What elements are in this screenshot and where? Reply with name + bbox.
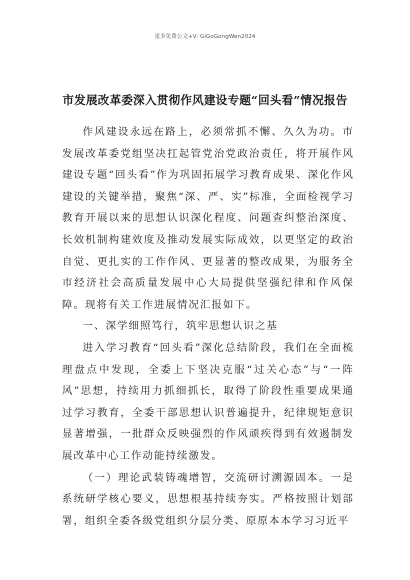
intro-paragraph: 作风建设永远在路上，必须常抓不懈、久久为功。市发展改革委党组坚决扛起管党治党政治责任，将开展作风建设专题“回头看”作为巩固拓展学习教育成果、深化作风建设的关键举措，聚焦“深、严、实”标准，全面检视学习教育开展以来的思想认识深化程度、问题查纠整治深度、长效机制构建效度及推动发展实际成效，以更坚定的政治自觉、更扎实的工作作风、更显著的整改成果，为服务全市经济社会高质量发展中心大局提供坚强纪律和作风保障。现将有关工作进展情况汇报如下。 (62, 126, 354, 311)
subsection-paragraph: （一）理论武装铸魂增智，交流研讨溯源固本。一是系统研学核心要义，思想根基持续夯实。严格按照计划部署，组织全委各级党组织分层分类、原原本本学习习近平 (62, 471, 354, 527)
document-body (62, 122, 354, 532)
section-heading: 一、深学细照笃行，筑牢思想认识之基 (82, 320, 279, 333)
watermark-header: 更多免费公文+V: GiGoGongWen2024 (154, 34, 256, 40)
body-paragraph: 进入学习教育“回头看”深化总结阶段，我们在全面梳理盘点中发现，全委上下坚决克服“过关心态”与“一阵风”思想，持续用力抓细抓长，取得了阶段性重要成果通过学习教育，全委干部思想认识普遍提升，纪律规矩意识显著增强，一批群众反映强烈的作风顽疾得到有效遏制发展改革中心工作动能持续激发。 (62, 341, 354, 462)
document-title: 市发展改革委深入贯彻作风建设专题“回头看”情况报告 (62, 93, 348, 107)
